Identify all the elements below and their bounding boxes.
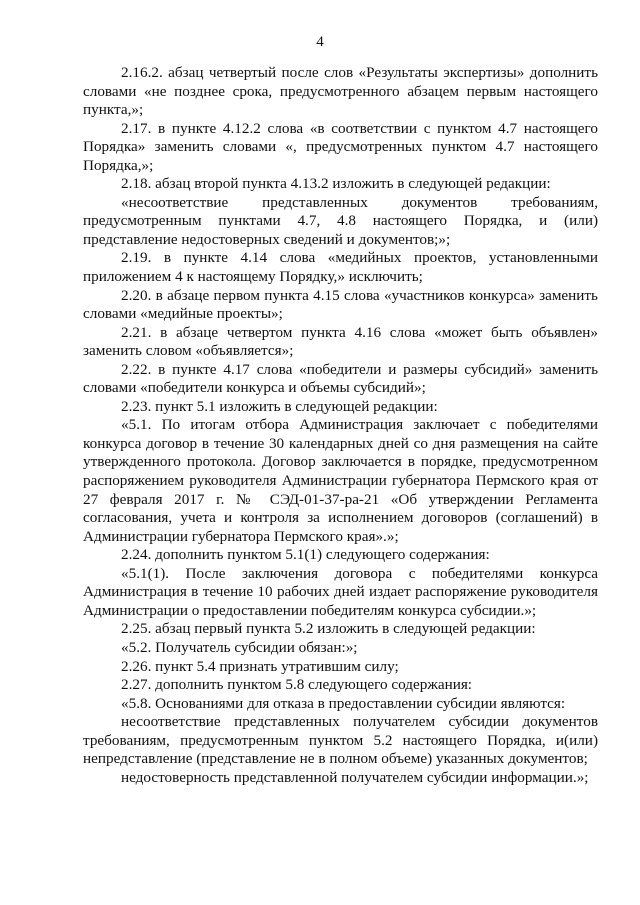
paragraph-2-23: 2.23. пункт 5.1 изложить в следующей редакции: <box>121 397 438 415</box>
paragraph-2-20: 2.20. в абзаце первом пункта 4.15 слова «участников конкурса» заменить словами «медийные проекты»; <box>83 286 598 323</box>
paragraph-2-17: 2.17. в пункте 4.12.2 слова «в соответствии с пунктом 4.7 настоящего Порядка» заменить словами «, предусмотренных пунктом 4.7 настоящего Порядка,»; <box>83 119 598 174</box>
paragraph-2-25: 2.25. абзац первый пункта 5.2 изложить в следующей редакции: <box>121 620 536 638</box>
paragraph-2-22: 2.22. в пункте 4.17 слова «победители и размеры субсидий» заменить словами «победители конкурса и объемы субсидий»; <box>83 360 598 397</box>
paragraph-5-1-1-text: «5.1(1). После заключения договора с победителями конкурса Администрация в течение 10 рабочих дней издает распоряжение руководителя Администрации о предоставлении победителям конкурса субсидии.»; <box>83 564 598 619</box>
paragraph-4-13-2-text: «несоответствие представленных документов требованиям, предусмотренным пунктами 4.7, 4.8 настоящего Порядка, и (или) представление недостоверных сведений и документов;»; <box>83 193 598 248</box>
paragraph-5-8-text: «5.8. Основаниями для отказа в предоставлении субсидии являются: <box>121 694 566 712</box>
paragraph-5-8-item-2: недостоверность представленной получателем субсидии информации.»; <box>121 768 589 786</box>
paragraph-2-16-2: 2.16.2. абзац четвертый после слов «Результаты экспертизы» дополнить словами «не позднее срока, предусмотренного абзацем первым настоящего пункта,»; <box>83 64 598 119</box>
paragraph-5-1-text: «5.1. По итогам отбора Администрация заключает с победителями конкурса договор в течение 30 календарных дней со дня размещения на сайте утвержденного протокола. Договор заключается в порядке, предусмотренном распоряжением руководителя Администрации губернатора Пермского края от 27 февраля 2017 г. № СЭД-01-37-ра-21 «Об утверждении Регламента согласования, учета и контроля за исполнением договоров (соглашений) в Администрации губернатора Пермского края».»; <box>83 416 598 545</box>
paragraph-2-26: 2.26. пункт 5.4 признать утратившим силу; <box>121 657 399 675</box>
paragraph-5-8-item-1: несоответствие представленных получателем субсидии документов требованиям, предусмотренным пунктом 5.2 настоящего Порядка, и(или) непредставление (представление не в полном объеме) указанных документов; <box>83 713 598 768</box>
paragraph-5-2-text: «5.2. Получатель субсидии обязан:»; <box>121 638 358 656</box>
paragraph-2-18: 2.18. абзац второй пункта 4.13.2 изложить в следующей редакции: <box>121 175 551 193</box>
paragraph-2-19: 2.19. в пункте 4.14 слова «медийных проектов, установленными приложением 4 к настоящему Порядку,» исключить; <box>83 249 598 286</box>
paragraph-2-27: 2.27. дополнить пунктом 5.8 следующего содержания: <box>121 676 473 694</box>
document-body <box>83 64 598 787</box>
page-number: 4 <box>316 34 324 50</box>
paragraph-2-21: 2.21. в абзаце четвертом пункта 4.16 слова «может быть объявлен» заменить словом «объявляется»; <box>83 323 598 360</box>
paragraph-2-24: 2.24. дополнить пунктом 5.1(1) следующего содержания: <box>121 546 490 564</box>
